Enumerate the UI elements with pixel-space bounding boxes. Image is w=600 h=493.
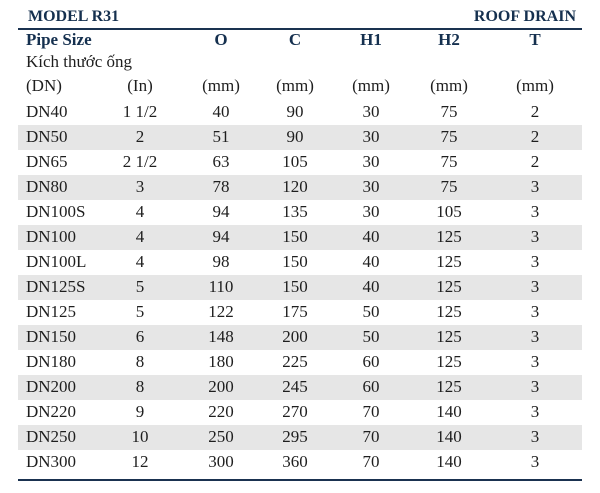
col-o: O [214, 30, 228, 49]
cell-c: 175 [282, 302, 308, 321]
cell-h2: 125 [436, 227, 462, 246]
cell-dn: DN50 [26, 127, 68, 146]
cell-c: 150 [282, 227, 308, 246]
cell-h1: 70 [362, 427, 380, 446]
cell-h2: 140 [436, 427, 462, 446]
cell-o: 78 [212, 177, 230, 196]
cell-h1: 30 [362, 102, 380, 121]
cell-dn: DN100S [26, 202, 86, 221]
cell-h1: 60 [362, 377, 380, 396]
col-c: C [288, 30, 302, 49]
cell-t: 3 [530, 202, 540, 221]
cell-c: 225 [282, 352, 308, 371]
page-header [28, 8, 576, 28]
cell-dn: DN125 [26, 302, 77, 321]
product-title: ROOF DRAIN [473, 8, 576, 25]
cell-dn: DN125S [26, 277, 86, 296]
cell-h1: 70 [362, 402, 380, 421]
table-header-row [18, 30, 582, 52]
col-pipe-size: Pipe Size [26, 30, 92, 49]
cell-dn: DN100 [26, 227, 77, 246]
cell-c: 245 [282, 377, 308, 396]
table-row [18, 375, 582, 400]
cell-h2: 75 [440, 177, 458, 196]
cell-dn: DN220 [26, 402, 77, 421]
table-row [18, 150, 582, 175]
table-row [18, 300, 582, 325]
cell-h1: 30 [362, 152, 380, 171]
cell-h1: 60 [362, 352, 380, 371]
cell-in: 1 1/2 [122, 102, 158, 121]
unit-h2: (mm) [430, 76, 468, 95]
cell-c: 270 [282, 402, 308, 421]
cell-o: 250 [208, 427, 234, 446]
cell-t: 3 [530, 427, 540, 446]
cell-c: 150 [282, 277, 308, 296]
table-row [18, 225, 582, 250]
cell-o: 220 [208, 402, 234, 421]
cell-t: 3 [530, 377, 540, 396]
cell-h1: 40 [362, 277, 380, 296]
table-row [18, 125, 582, 150]
cell-h2: 125 [436, 377, 462, 396]
cell-c: 150 [282, 252, 308, 271]
cell-c: 105 [282, 152, 308, 171]
cell-in: 5 [135, 277, 145, 296]
cell-o: 122 [208, 302, 234, 321]
table-row [18, 275, 582, 300]
cell-h2: 125 [436, 252, 462, 271]
cell-in: 9 [135, 402, 145, 421]
cell-h2: 75 [440, 102, 458, 121]
cell-in: 8 [135, 352, 145, 371]
cell-in: 2 1/2 [122, 152, 158, 171]
cell-h2: 140 [436, 452, 462, 471]
cell-in: 3 [135, 177, 145, 196]
bottom-rule [18, 479, 582, 481]
cell-o: 51 [212, 127, 230, 146]
unit-c: (mm) [276, 76, 314, 95]
cell-o: 98 [212, 252, 230, 271]
table-row [18, 400, 582, 425]
cell-t: 3 [530, 402, 540, 421]
cell-o: 40 [212, 102, 230, 121]
cell-t: 2 [530, 127, 540, 146]
cell-in: 4 [135, 202, 145, 221]
cell-h1: 50 [362, 327, 380, 346]
cell-dn: DN80 [26, 177, 68, 196]
unit-in: (In) [127, 76, 153, 95]
cell-t: 3 [530, 302, 540, 321]
cell-o: 94 [212, 227, 230, 246]
cell-in: 4 [135, 252, 145, 271]
cell-dn: DN200 [26, 377, 77, 396]
table-row [18, 250, 582, 275]
cell-dn: DN180 [26, 352, 77, 371]
cell-t: 3 [530, 252, 540, 271]
cell-h1: 30 [362, 177, 380, 196]
cell-h1: 30 [362, 127, 380, 146]
cell-in: 2 [135, 127, 145, 146]
cell-o: 63 [212, 152, 230, 171]
cell-c: 200 [282, 327, 308, 346]
col-pipe-size-vi: Kích thước ống [26, 52, 133, 71]
table-row [18, 350, 582, 375]
col-h1: H1 [360, 30, 382, 49]
cell-dn: DN65 [26, 152, 68, 171]
cell-o: 148 [208, 327, 234, 346]
cell-c: 90 [286, 102, 304, 121]
model-title: MODEL R31 [28, 8, 120, 25]
cell-o: 200 [208, 377, 234, 396]
cell-o: 180 [208, 352, 234, 371]
unit-o: (mm) [202, 76, 240, 95]
unit-dn: (DN) [26, 76, 62, 95]
cell-t: 2 [530, 152, 540, 171]
cell-h2: 125 [436, 277, 462, 296]
cell-h2: 75 [440, 127, 458, 146]
table-row [18, 450, 582, 475]
cell-c: 360 [282, 452, 308, 471]
cell-dn: DN250 [26, 427, 77, 446]
cell-t: 3 [530, 352, 540, 371]
cell-in: 6 [135, 327, 145, 346]
table-units-row [18, 76, 582, 100]
cell-dn: DN100L [26, 252, 87, 271]
cell-dn: DN150 [26, 327, 77, 346]
cell-h2: 105 [436, 202, 462, 221]
cell-t: 3 [530, 227, 540, 246]
col-t: T [529, 30, 541, 49]
cell-c: 295 [282, 427, 308, 446]
cell-h1: 70 [362, 452, 380, 471]
table-row [18, 200, 582, 225]
cell-t: 3 [530, 277, 540, 296]
cell-c: 90 [286, 127, 304, 146]
cell-c: 135 [282, 202, 308, 221]
cell-in: 8 [135, 377, 145, 396]
table-row [18, 175, 582, 200]
table-subheader-row [18, 52, 582, 74]
cell-h2: 75 [440, 152, 458, 171]
table-row [18, 100, 582, 125]
cell-h1: 30 [362, 202, 380, 221]
cell-h2: 140 [436, 402, 462, 421]
cell-in: 12 [131, 452, 149, 471]
cell-o: 300 [208, 452, 234, 471]
cell-in: 4 [135, 227, 145, 246]
col-h2: H2 [438, 30, 460, 49]
table-row [18, 325, 582, 350]
cell-h1: 50 [362, 302, 380, 321]
unit-t: (mm) [516, 76, 554, 95]
cell-h2: 125 [436, 352, 462, 371]
table-row [18, 425, 582, 450]
cell-t: 3 [530, 177, 540, 196]
cell-in: 5 [135, 302, 145, 321]
cell-h1: 40 [362, 227, 380, 246]
cell-t: 3 [530, 327, 540, 346]
cell-dn: DN40 [26, 102, 68, 121]
cell-h2: 125 [436, 302, 462, 321]
cell-h2: 125 [436, 327, 462, 346]
cell-t: 3 [530, 452, 540, 471]
cell-c: 120 [282, 177, 308, 196]
cell-h1: 40 [362, 252, 380, 271]
cell-o: 110 [208, 277, 234, 296]
unit-h1: (mm) [352, 76, 390, 95]
cell-in: 10 [131, 427, 149, 446]
cell-dn: DN300 [26, 452, 77, 471]
cell-t: 2 [530, 102, 540, 121]
cell-o: 94 [212, 202, 230, 221]
